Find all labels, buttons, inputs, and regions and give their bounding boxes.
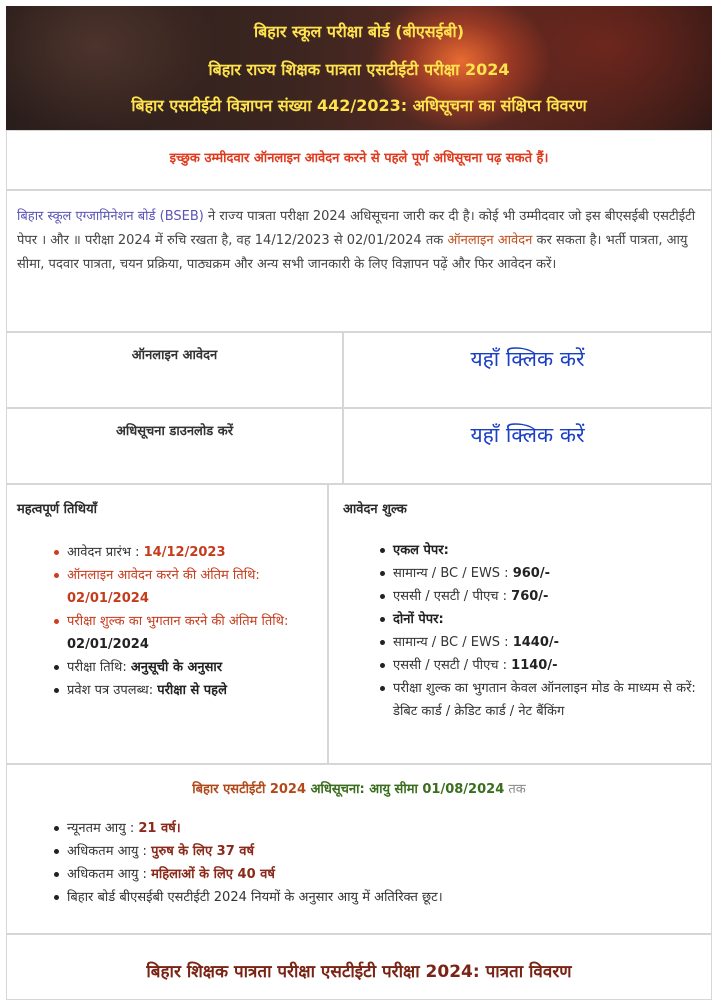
banner-board-title: बिहार स्कूल परीक्षा बोर्ड (बीएसईबी)	[253, 22, 465, 41]
notification-download-click-link[interactable]: यहाँ क्लिक करें	[470, 423, 585, 447]
intro-org-name: बिहार स्कूल एग्जामिनेशन बोर्ड (BSEB)	[17, 209, 204, 224]
application-fee-heading: आवेदन शुल्क	[343, 502, 407, 517]
application-fee-list	[379, 539, 701, 723]
list-item: न्यूनतम आयु : 21 वर्ष।	[53, 817, 701, 840]
intro-text-2: कर सकता है। भर्ती पात्रता, आयु सीमा, पदवार पात्रता, चयन प्रक्रिया, पाठ्यक्रम और अन्य सभी जानकारी के लिए विज्ञापन पढ़ें और फिर आवेदन करें।	[17, 233, 688, 272]
list-item: सामान्य / BC / EWS : 1440/-	[379, 631, 701, 654]
banner-advert-title: बिहार एसटीईटी विज्ञापन संख्या 442/2023: अधिसूचना का संक्षिप्त विवरण	[131, 96, 587, 115]
list-item: अधिकतम आयु : पुरुष के लिए 37 वर्ष	[53, 840, 701, 863]
header-banner	[6, 6, 712, 130]
eligibility-heading-box	[6, 934, 712, 1000]
important-dates-list	[53, 541, 317, 656]
list-item: ऑनलाइन आवेदन करने की अंतिम तिथि: 02/01/2024	[53, 564, 317, 610]
list-item: एससी / एसटी / पीएच : 760/-	[379, 585, 701, 608]
list-item: दोनों पेपर:	[379, 608, 701, 631]
intro-online-apply: ऑनलाइन आवेदन	[447, 233, 533, 248]
list-item: परीक्षा तिथि: अनुसूची के अनुसार	[53, 656, 317, 679]
list-item: परीक्षा शुल्क का भुगतान केवल ऑनलाइन मोड के माध्यम से करें: डेबिट कार्ड / क्रेडिट कार्ड / नेट बैंकिंग	[379, 677, 701, 723]
online-apply-click-link[interactable]: यहाँ क्लिक करें	[470, 347, 585, 371]
list-item: एकल पेपर:	[379, 539, 701, 562]
notice-box	[6, 130, 712, 190]
important-dates-heading: महत्वपूर्ण तिथियाँ	[17, 502, 98, 517]
banner-exam-title: बिहार राज्य शिक्षक पात्रता एसटीईटी परीक्षा 2024	[208, 60, 510, 79]
page-frame	[6, 0, 712, 1000]
list-item: बिहार बोर्ड बीएसईबी एसटीईटी 2024 नियमों के अनुसार आयु में अतिरिक्त छूट।	[53, 886, 701, 909]
online-apply-link-cell	[343, 332, 712, 408]
age-limit-heading: बिहार एसटीईटी 2024 अधिसूचना: आयु सीमा 01/08/2024 तक	[192, 782, 526, 797]
exam-dates-list	[53, 656, 317, 702]
notice-text: इच्छुक उम्मीदवार ऑनलाइन आवेदन करने से पहले पूर्ण अधिसूचना पढ़ सकते हैं।	[169, 151, 549, 166]
application-fee-section	[328, 484, 712, 764]
list-item: आवेदन प्रारंभ : 14/12/2023	[53, 541, 317, 564]
intro-paragraph	[6, 190, 712, 332]
age-limit-list	[53, 817, 701, 909]
age-limit-section	[6, 764, 712, 934]
list-item: अधिकतम आयु : महिलाओं के लिए 40 वर्ष	[53, 863, 701, 886]
important-dates-section	[6, 484, 328, 764]
list-item: परीक्षा शुल्क का भुगतान करने की अंतिम तिथि: 02/01/2024	[53, 610, 317, 656]
notification-download-label-cell	[6, 408, 343, 484]
list-item: प्रवेश पत्र उपलब्ध: परीक्षा से पहले	[53, 679, 317, 702]
intro-text-1: ने राज्य पात्रता परीक्षा 2024 अधिसूचना जारी कर दी है। कोई भी उम्मीदवार जो इस बीएसईबी एसटीईटी पेपर । और ॥ परीक्षा 2024 में रुचि रखता है, वह 14/12/2023 से 02/01/2024 तक	[17, 209, 696, 248]
notification-download-link-cell	[343, 408, 712, 484]
online-apply-label: ऑनलाइन आवेदन	[131, 348, 218, 363]
list-item: सामान्य / BC / EWS : 960/-	[379, 562, 701, 585]
notification-download-label: अधिसूचना डाउनलोड करें	[115, 424, 234, 439]
eligibility-heading: बिहार शिक्षक पात्रता परीक्षा एसटीईटी परीक्षा 2024: पात्रता विवरण	[146, 962, 572, 982]
list-item: एससी / एसटी / पीएच : 1140/-	[379, 654, 701, 677]
online-apply-label-cell	[6, 332, 343, 408]
